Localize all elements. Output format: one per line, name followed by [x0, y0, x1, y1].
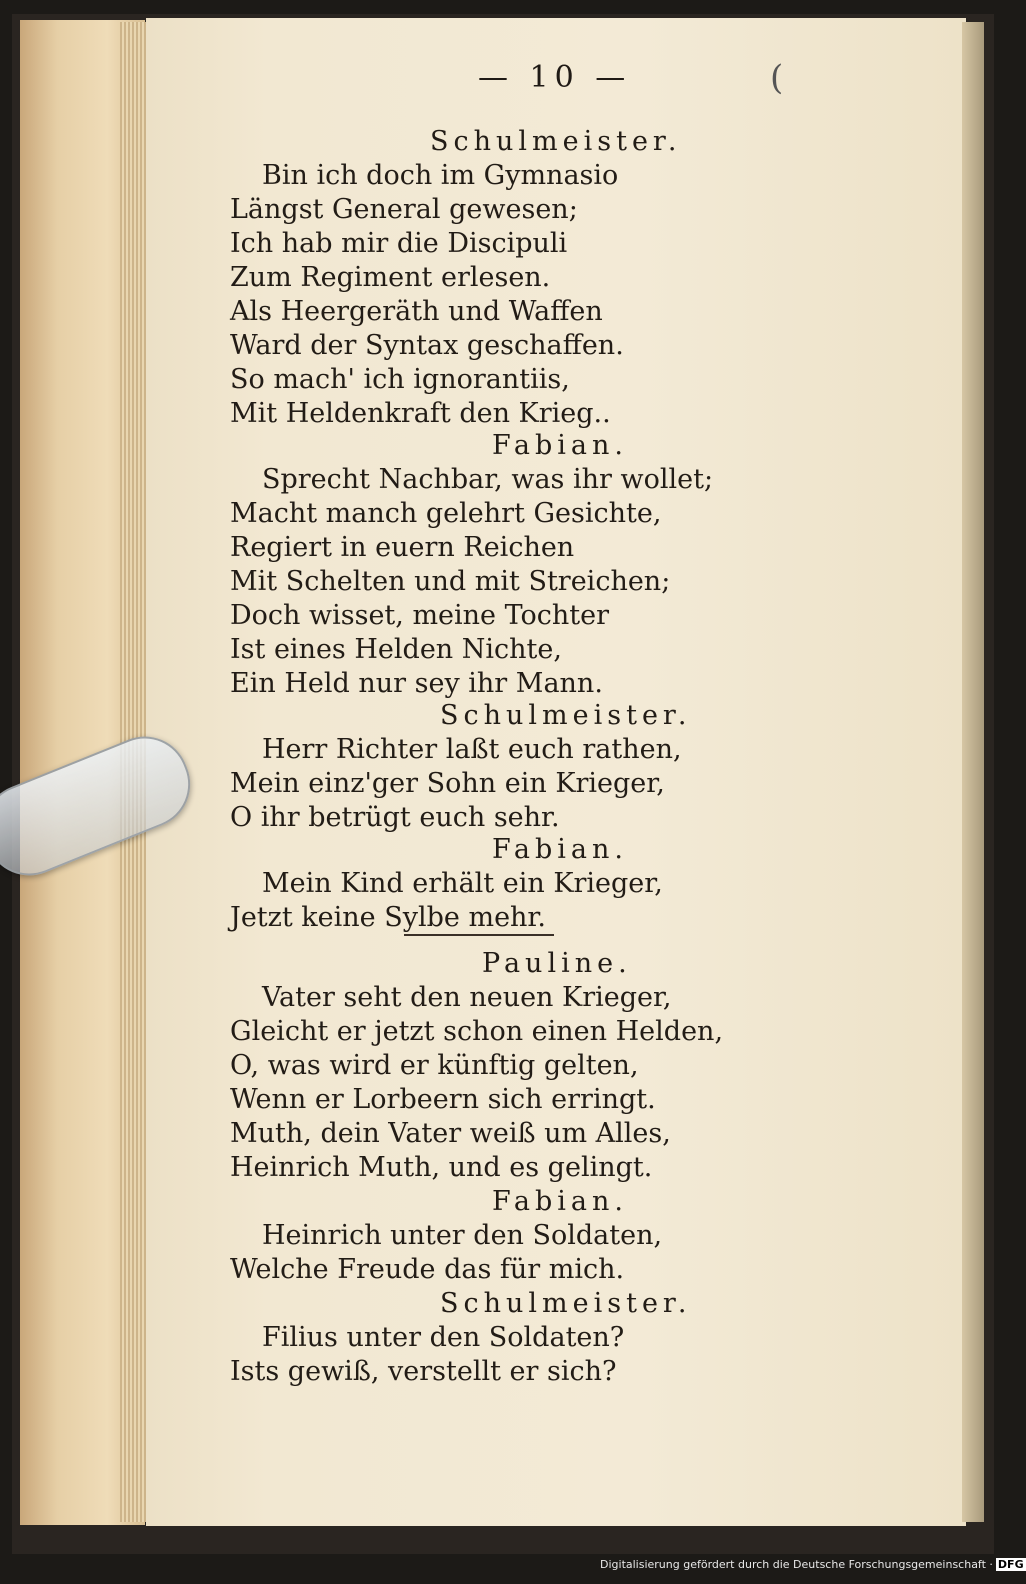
- verse-line: O ihr betrügt euch sehr.: [230, 802, 560, 833]
- dfg-logo: DFG: [997, 1558, 1024, 1571]
- verse-line: Regiert in euern Reichen: [230, 532, 575, 563]
- speaker-name: Fabian.: [492, 834, 628, 865]
- verse-line: O, was wird er künftig gelten,: [230, 1050, 639, 1081]
- speaker-name: Schulmeister.: [430, 126, 682, 157]
- verse-line: Jetzt keine Sylbe mehr.: [230, 902, 546, 933]
- page-number: — 10 —: [478, 60, 632, 95]
- verse-line: Ich hab mir die Discipuli: [230, 228, 568, 259]
- verse-line: So mach' ich ignorantiis,: [230, 364, 570, 395]
- footer: [600, 1558, 1026, 1571]
- footer-text: Digitalisierung gefördert durch die Deutsche Forschungsgemeinschaft ·: [600, 1558, 993, 1571]
- verse-line: Längst General gewesen;: [230, 194, 578, 225]
- verse-line: Doch wisset, meine Tochter: [230, 600, 610, 631]
- right-page-edge: [962, 22, 984, 1522]
- verse-line: Gleicht er jetzt schon einen Helden,: [230, 1016, 724, 1047]
- verse-line: Mein Kind erhält ein Krieger,: [262, 868, 663, 899]
- verse-line: Filius unter den Soldaten?: [262, 1322, 625, 1353]
- verse-line: Als Heergeräth und Waffen: [230, 296, 603, 327]
- verse-line: Welche Freude das für mich.: [230, 1254, 625, 1285]
- verse-line: Ein Held nur sey ihr Mann.: [230, 668, 603, 699]
- speaker-name: Schulmeister.: [440, 700, 692, 731]
- verse-line: Mit Schelten und mit Streichen;: [230, 566, 671, 597]
- verse-line: Mit Heldenkraft den Krieg..: [230, 398, 611, 429]
- verse-line: Macht manch gelehrt Gesichte,: [230, 498, 662, 529]
- pencil-mark: (: [770, 58, 784, 98]
- verse-line: Mein einz'ger Sohn ein Krieger,: [230, 768, 665, 799]
- verse-line: Vater seht den neuen Krieger,: [262, 982, 672, 1013]
- verse-line: Sprecht Nachbar, was ihr wollet;: [262, 464, 714, 495]
- verse-line: Bin ich doch im Gymnasio: [262, 160, 619, 191]
- verse-line: Muth, dein Vater weiß um Alles,: [230, 1118, 671, 1149]
- verse-line: Wenn er Lorbeern sich erringt.: [230, 1084, 656, 1115]
- verse-line: Ward der Syntax geschaffen.: [230, 330, 624, 361]
- speaker-name: Pauline.: [482, 948, 632, 979]
- verse-line: Heinrich Muth, und es gelingt.: [230, 1152, 653, 1183]
- verse-line: Heinrich unter den Soldaten,: [262, 1220, 663, 1251]
- verse-line: Ists gewiß, verstellt er sich?: [230, 1356, 617, 1387]
- speaker-name: Fabian.: [492, 430, 628, 461]
- speaker-name: Fabian.: [492, 1186, 628, 1217]
- verse-line: Ist eines Helden Nichte,: [230, 634, 562, 665]
- verse-line: Zum Regiment erlesen.: [230, 262, 551, 293]
- speaker-name: Schulmeister.: [440, 1288, 692, 1319]
- section-rule: [404, 934, 554, 936]
- verse-line: Herr Richter laßt euch rathen,: [262, 734, 682, 765]
